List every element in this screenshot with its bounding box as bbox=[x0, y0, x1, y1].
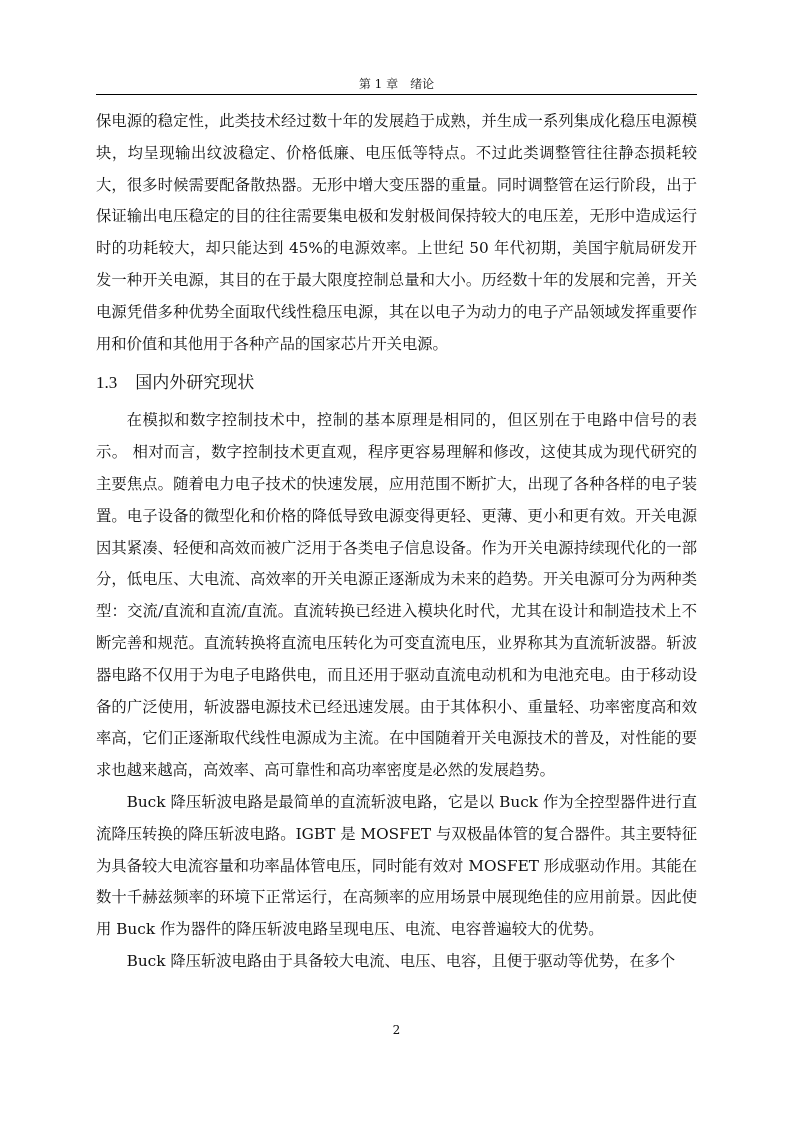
page-body bbox=[96, 106, 697, 978]
section-heading bbox=[96, 366, 697, 400]
paragraph-buck-advantages: Buck 降压斩波电路由于具备较大电流、电压、电容，且便于驱动等优势，在多个 bbox=[126, 951, 676, 970]
running-header: 第 1 章 绪论 bbox=[358, 77, 435, 91]
section-number: 1.3 bbox=[96, 373, 118, 393]
section-title: 国内外研究现状 bbox=[135, 373, 255, 394]
paragraph-power-supply-history: 保电源的稳定性，此类技术经过数十年的发展趋于成熟，并生成一系列集成化稳压电源模块，均呈现输出纹波稳定、价格低廉、电压低等特点。不过此类调整管往往静态损耗较大，很多时候需要配备散热器。无形中增大变压器的重量。同时调整管在运行阶段，出于保证输出电压稳定的目的往往需要集电极和发射极间保持较大的电压差，无形中造成运行时的功耗较大，却只能达到 45%的电源效率。上世纪 50 年代初期，美国宇航局研发开发一种开关电源，其目的在于最大限度控制总量和大小。历经数十年的发展和完善，开关电源凭借多种优势全面取代线性稳压电源，其在以电子为动力的电子产品领域发挥重要作用和价值和其他用于各种产品的国家芯片开关电源。 bbox=[96, 112, 697, 353]
header-rule bbox=[96, 94, 697, 95]
paragraph-research-status: 在模拟和数字控制技术中，控制的基本原理是相同的，但区别在于电路中信号的表示。 相对而言，数字控制技术更直观，程序更容易理解和修改，这使其成为现代研究的主要焦点。随着电力电子技术的快速发展，应用范围不断扩大，出现了各种各样的电子装置。电子设备的微型化和价格的降低导致电源变得更轻、更薄、更小和更有效。开关电源因其紧凑、轻便和高效而被广泛用于各类电子信息设备。作为开关电源持续现代化的一部分，低电压、大电流、高效率的开关电源正逐渐成为未来的趋势。开关电源可分为两种类型：交流/直流和直流/直流。直流转换已经进入模块化时代，尤其在设计和制造技术上不断完善和规范。直流转换将直流电压转化为可变直流电压，业界称其为直流斩波器。斩波器电路不仅用于为电子电路供电，而且还用于驱动直流电动机和为电池充电。由于移动设备的广泛使用，斩波器电源技术已经迅速发展。由于其体积小、重量轻、功率密度高和效率高，它们正逐渐取代线性电源成为主流。在中国随着开关电源技术的普及，对性能的要求也越来越高，高效率、高可靠性和高功率密度是必然的发展趋势。 bbox=[96, 411, 697, 780]
paragraph-buck-circuit: Buck 降压斩波电路是最简单的直流斩波电路，它是以 Buck 作为全控型器件进行直流降压转换的降压斩波电路。IGBT 是 MOSFET 与双极晶体管的复合器件。其主要特征为具备较大电流容量和功率晶体管电压，同时能有效对 MOSFET 形成驱动作用。其能在数十千赫兹频率的环境下正常运行，在高频率的应用场景中展现绝佳的应用前景。因此使用 Buck 作为器件的降压斩波电路呈现电压、电流、电容普遍较大的优势。 bbox=[96, 792, 697, 939]
page-number: 2 bbox=[392, 1023, 401, 1037]
